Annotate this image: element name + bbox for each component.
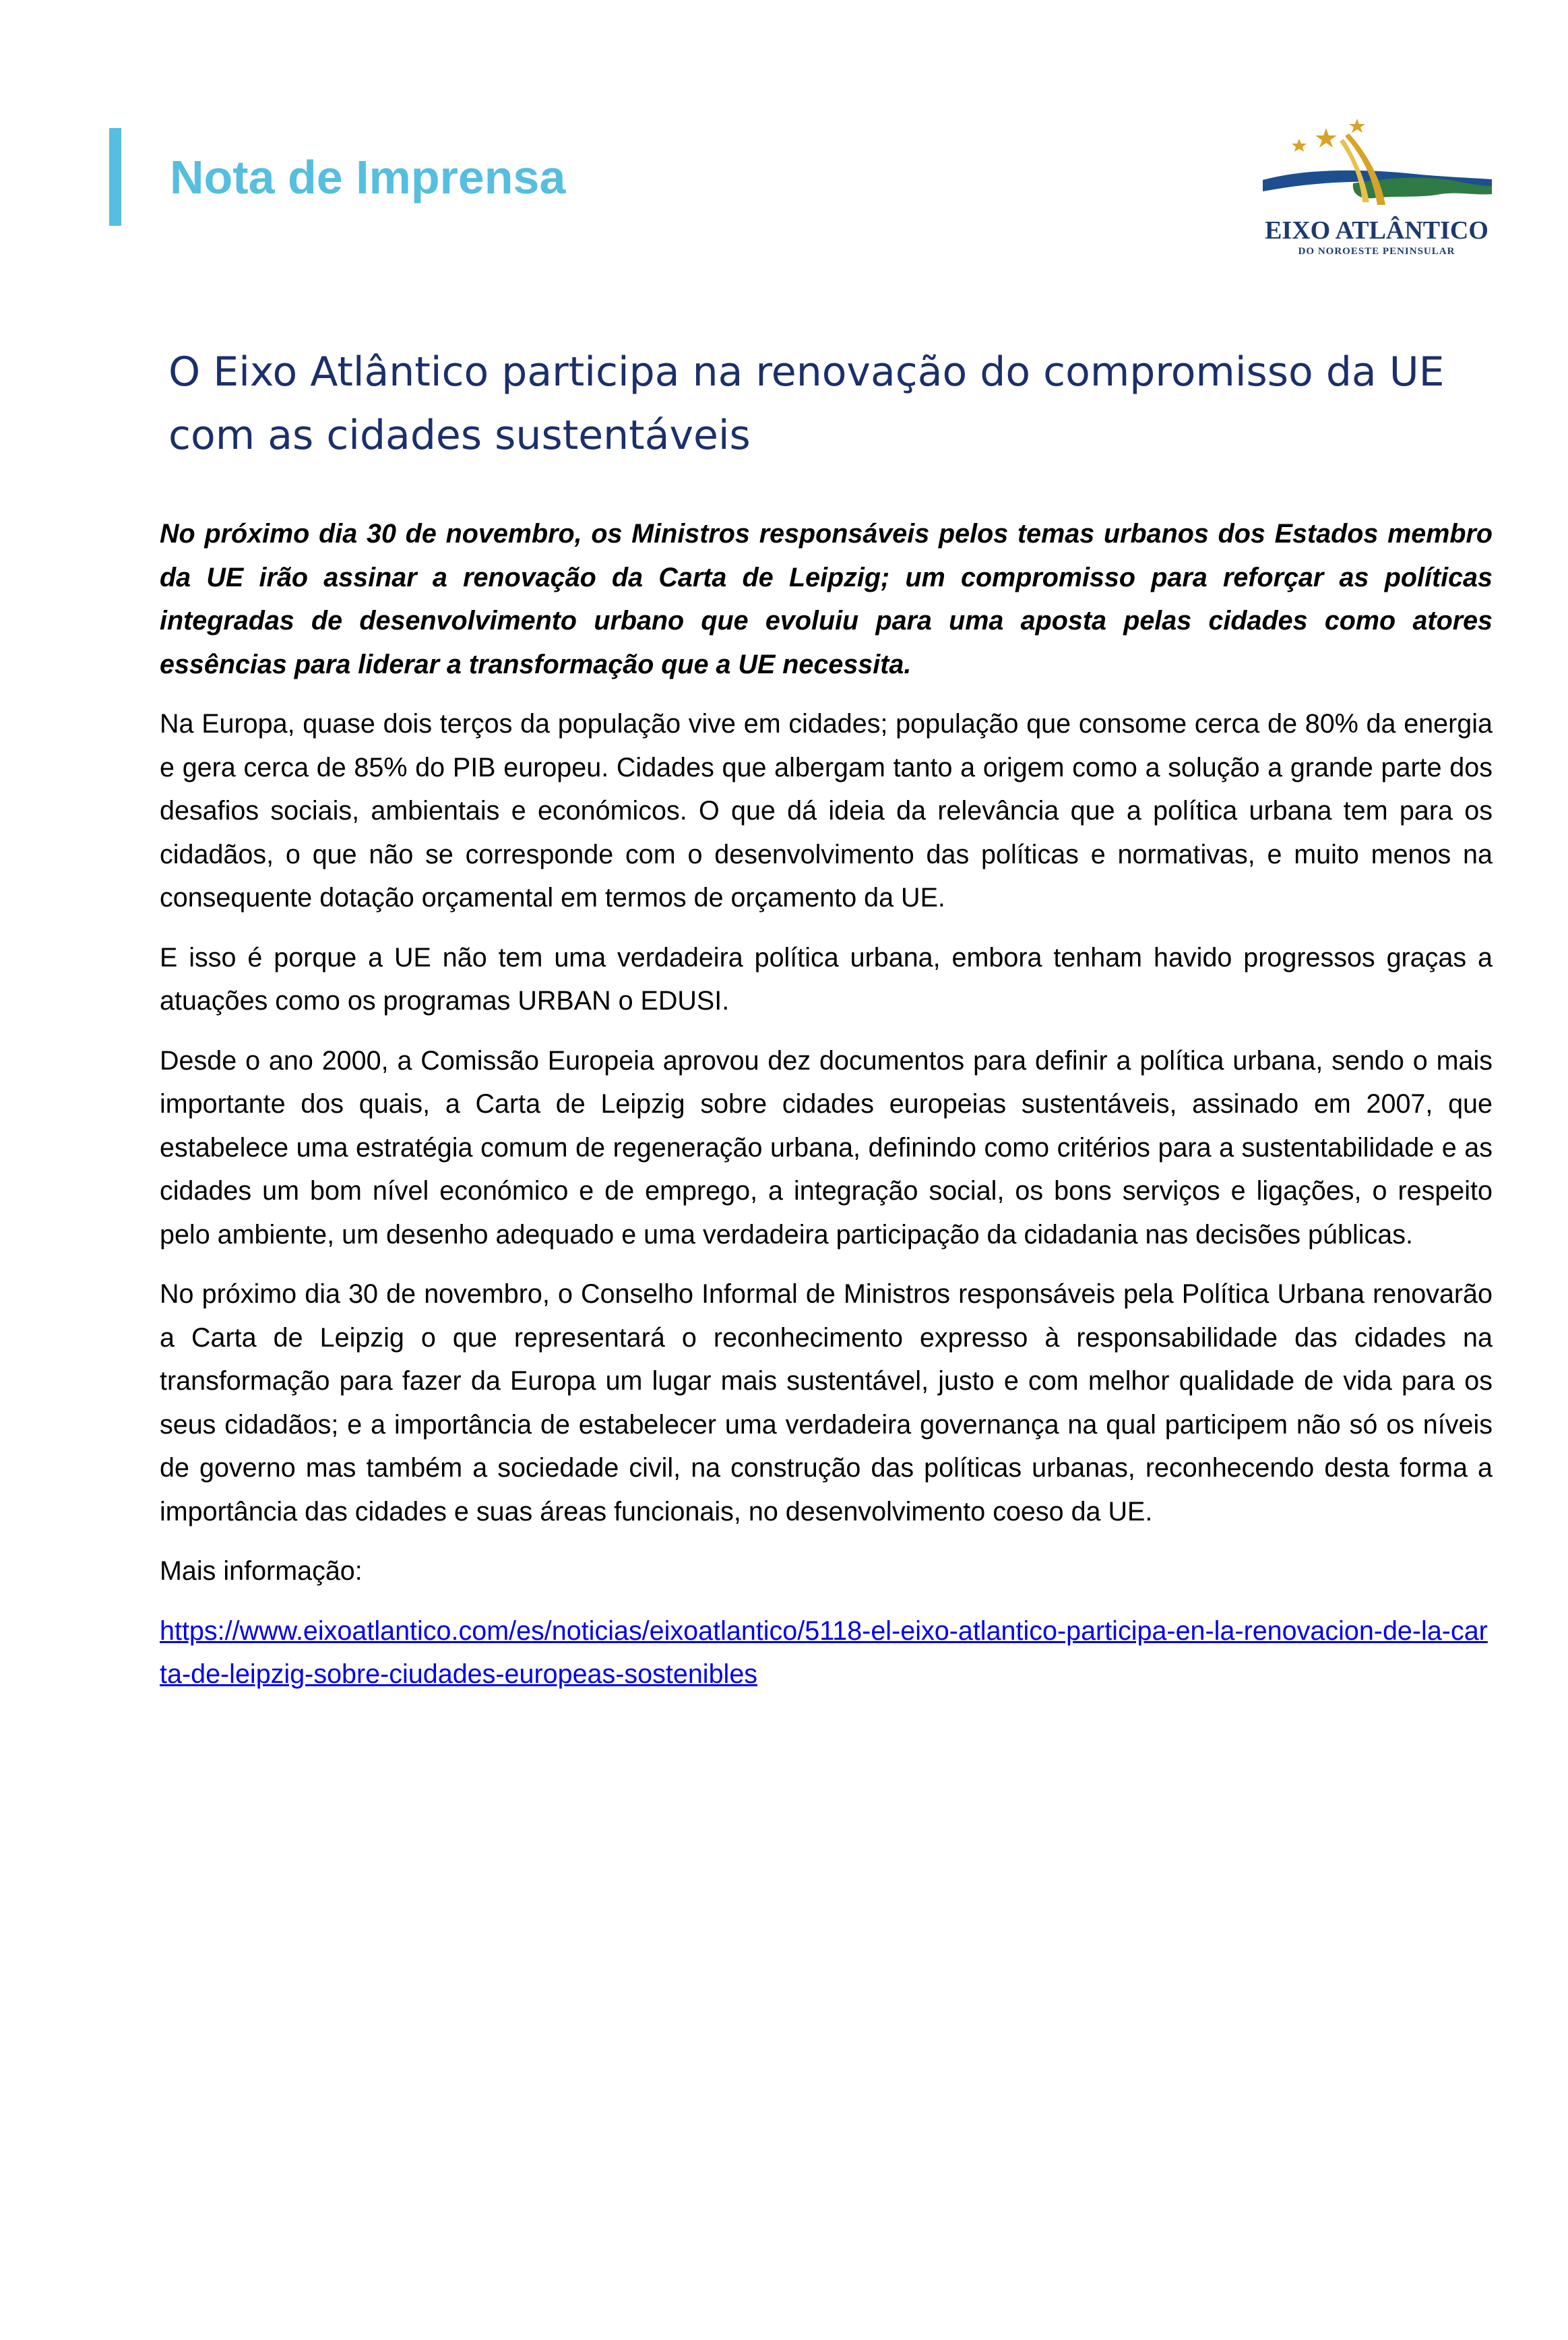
more-info-link-paragraph [160,1609,1493,1696]
logo-emblem-icon [1259,116,1495,217]
header-accent-bar [109,128,121,226]
logo-name: EIXO ATLÂNTICO [1265,216,1488,245]
page-title: Nota de Imprensa [170,151,566,204]
logo-subtitle: DO NOROESTE PENINSULAR [1298,246,1455,257]
article-paragraph: Desde o ano 2000, a Comissão Europeia aprovou dez documentos para definir a política urbana, sendo o mais importante dos quais, a Carta de Leipzig sobre cidades europeias sustentáveis, assinado em 2007, que estabelece uma estratégia comum de regeneração urbana, definindo como critérios para a sustentabilidade e as cidades um bom nível económico e de emprego, a integração social, os bons serviços e ligações, o respeito pelo ambiente, um desenho adequado e uma verdadeira participação da cidadania nas decisões públicas. [160,1045,1493,1250]
eixo-atlantico-logo [1259,116,1495,257]
more-info-label: Mais informação: [160,1556,363,1586]
article-lead: No próximo dia 30 de novembro, os Ministros responsáveis pelos temas urbanos dos Estados membro da UE irão assinar a renovação da Carta de Leipzig; um compromisso para reforçar as políticas integradas de desenvolvimento urbano que evoluiu para uma aposta pelas cidades como atores essências para liderar a transformação que a UE necessita. [160,519,1493,679]
article-paragraph: No próximo dia 30 de novembro, o Conselho Informal de Ministros responsáveis pela Política Urbana renovarão a Carta de Leipzig o que representará o reconhecimento expresso à responsabilidade das cidades na transformação para fazer da Europa um lugar mais sustentável, justo e com melhor qualidade de vida para os seus cidadãos; e a importância de estabelecer uma verdadeira governança na qual participem não só os níveis de governo mas também a sociedade civil, na construção das políticas urbanas, reconhecendo desta forma a importância das cidades e suas áreas funcionais, no desenvolvimento coeso da UE. [160,1279,1493,1527]
article-headline: O Eixo Atlântico participa na renovação do compromisso da UE com as cidades sustentáveis [168,348,1445,459]
article-body [160,512,1493,1713]
more-info-link[interactable]: https://www.eixoatlantico.com/es/noticias/eixoatlantico/5118-el-eixo-atlantico-participa-en-la-renovacion-de-la-carta-de-leipzig-sobre-ciudades-europeas-sostenibles [160,1615,1488,1689]
article-paragraph: Na Europa, quase dois terços da população vive em cidades; população que consome cerca de 80% da energia e gera cerca de 85% do PIB europeu. Cidades que albergam tanto a origem como a solução a grande parte dos desafios sociais, ambientais e económicos. O que dá ideia da relevância que a política urbana tem para os cidadãos, o que não se corresponde com o desenvolvimento das políticas e normativas, e muito menos na consequente dotação orçamental em termos de orçamento da UE. [160,709,1493,913]
article-paragraph: E isso é porque a UE não tem uma verdadeira política urbana, embora tenham havido progressos graças a atuações como os programas URBAN o EDUSI. [160,942,1493,1016]
